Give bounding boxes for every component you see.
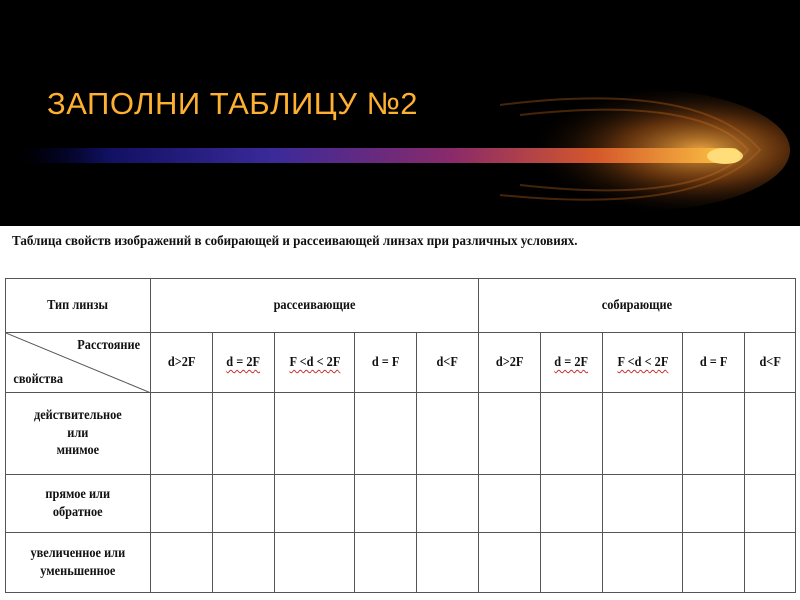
corner-properties-label: свойства (13, 371, 64, 387)
lens-type-header: Тип линзы (6, 279, 151, 333)
empty-cell[interactable] (213, 475, 275, 533)
col-header: d = F (683, 333, 745, 393)
col-header: F <d < 2F (275, 333, 355, 393)
empty-cell[interactable] (213, 393, 275, 475)
empty-cell[interactable] (479, 475, 541, 533)
table-caption: Таблица свойств изображений в собирающей и рассеивающей линзах при различных условиях. (12, 234, 578, 249)
empty-cell[interactable] (275, 533, 355, 593)
empty-cell[interactable] (683, 533, 745, 593)
empty-cell[interactable] (745, 393, 796, 475)
empty-cell[interactable] (603, 475, 683, 533)
col-header: d = 2F (213, 333, 275, 393)
table-sheet (0, 226, 800, 600)
empty-cell[interactable] (151, 533, 213, 593)
converging-group-header: собирающие (479, 279, 796, 333)
slide-header (0, 0, 800, 226)
empty-cell[interactable] (417, 533, 479, 593)
empty-cell[interactable] (355, 393, 417, 475)
table-header-row (6, 279, 796, 333)
empty-cell[interactable] (151, 475, 213, 533)
col-header: d>2F (479, 333, 541, 393)
table-row (6, 393, 796, 475)
col-header: d<F (417, 333, 479, 393)
col-header: d<F (745, 333, 796, 393)
diverging-group-header: рассеивающие (151, 279, 479, 333)
col-header: F <d < 2F (603, 333, 683, 393)
empty-cell[interactable] (479, 533, 541, 593)
col-header: d = 2F (541, 333, 603, 393)
table-row (6, 533, 796, 593)
slide-title: ЗАПОЛНИ ТАБЛИЦУ №2 (47, 86, 419, 121)
empty-cell[interactable] (541, 393, 603, 475)
empty-cell[interactable] (275, 475, 355, 533)
table-row (6, 475, 796, 533)
empty-cell[interactable] (275, 393, 355, 475)
empty-cell[interactable] (683, 475, 745, 533)
empty-cell[interactable] (603, 533, 683, 593)
empty-cell[interactable] (745, 533, 796, 593)
empty-cell[interactable] (479, 393, 541, 475)
empty-cell[interactable] (541, 533, 603, 593)
empty-cell[interactable] (355, 475, 417, 533)
row-label: действительное или мнимое (6, 393, 151, 475)
corner-header-cell (6, 333, 151, 393)
row-label: увеличенное или уменьшенное (6, 533, 151, 593)
empty-cell[interactable] (745, 475, 796, 533)
empty-cell[interactable] (541, 475, 603, 533)
properties-table (5, 278, 796, 593)
empty-cell[interactable] (417, 393, 479, 475)
empty-cell[interactable] (603, 393, 683, 475)
empty-cell[interactable] (151, 393, 213, 475)
empty-cell[interactable] (355, 533, 417, 593)
col-header: d>2F (151, 333, 213, 393)
empty-cell[interactable] (417, 475, 479, 533)
row-label: прямое или обратное (6, 475, 151, 533)
col-header: d = F (355, 333, 417, 393)
table-columns-row (6, 333, 796, 393)
corner-distance-label: Расстояние (76, 338, 140, 353)
empty-cell[interactable] (213, 533, 275, 593)
empty-cell[interactable] (683, 393, 745, 475)
